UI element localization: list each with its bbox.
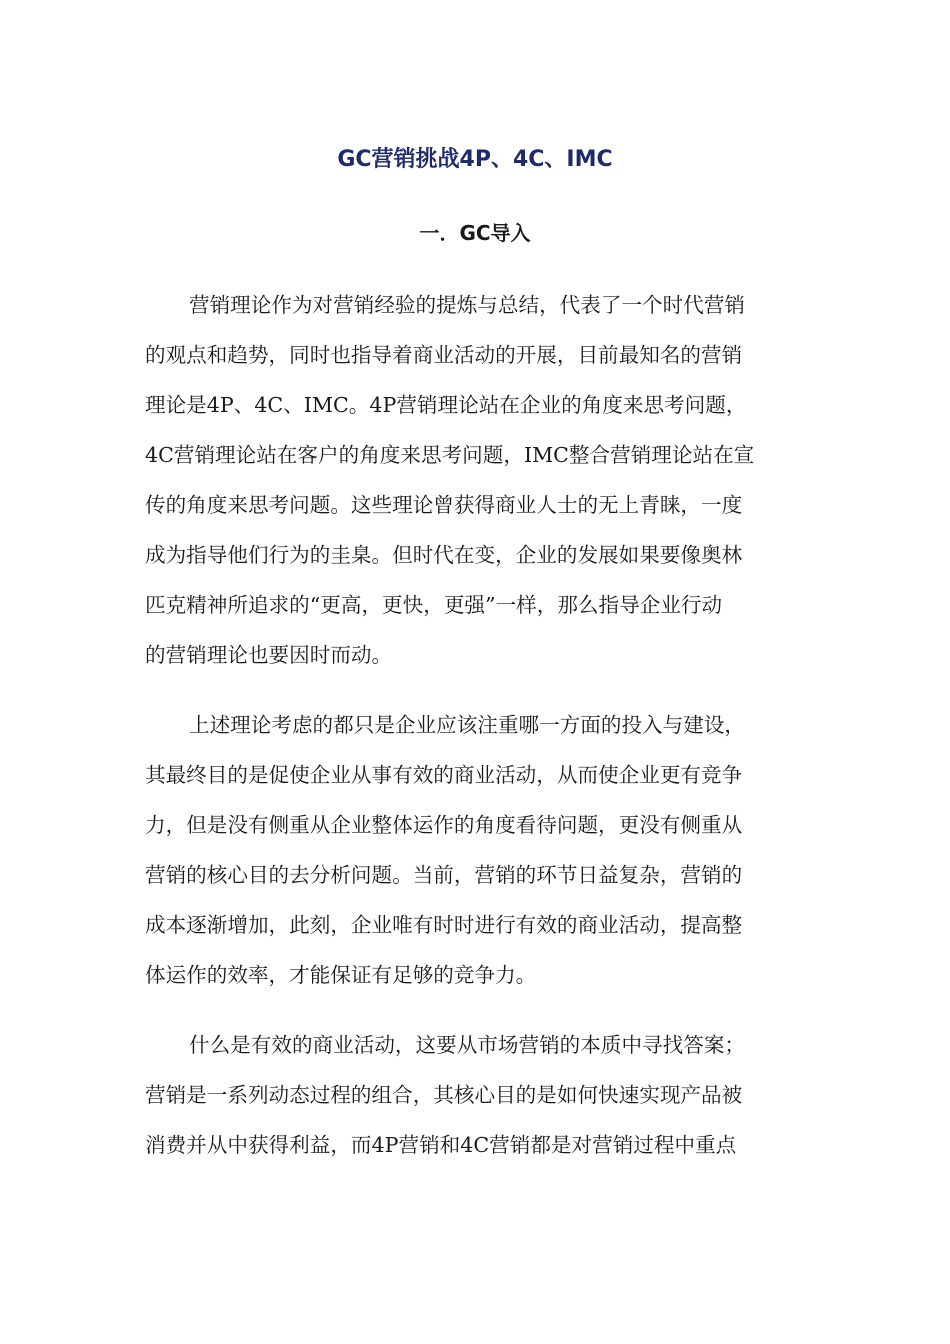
paragraph-line: 理论是4P、4C、IMC。4P营销理论站在企业的角度来思考问题， xyxy=(145,393,747,417)
document-title: GC营销挑战4P、4C、IMC xyxy=(337,147,613,172)
paragraph-line: 的观点和趋势，同时也指导着商业活动的开展，目前最知名的营销 xyxy=(145,343,743,367)
paragraph-line: 上述理论考虑的都只是企业应该注重哪一方面的投入与建设， xyxy=(189,713,746,737)
paragraph-line: 消费并从中获得利益，而4P营销和4C营销都是对营销过程中重点 xyxy=(145,1133,737,1157)
paragraph-line: 成本逐渐增加，此刻，企业唯有时时进行有效的商业活动，提高整 xyxy=(145,913,743,937)
paragraph-line: 成为指导他们行为的圭臬。但时代在变，企业的发展如果要像奥林 xyxy=(145,543,743,567)
paragraph-line: 体运作的效率，才能保证有足够的竞争力。 xyxy=(145,963,537,987)
paragraph-line: 什么是有效的商业活动，这要从市场营销的本质中寻找答案； xyxy=(189,1033,746,1057)
paragraph-line: 营销是一系列动态过程的组合，其核心目的是如何快速实现产品被 xyxy=(145,1083,743,1107)
paragraph-line: 的营销理论也要因时而动。 xyxy=(145,643,393,667)
paragraph-line: 匹克精神所追求的“更高，更快，更强”一样，那么指导企业行动 xyxy=(145,593,723,617)
paragraph-line: 力，但是没有侧重从企业整体运作的角度看待问题，更没有侧重从 xyxy=(145,813,743,837)
paragraph-line: 营销的核心目的去分析问题。当前，营销的环节日益复杂，营销的 xyxy=(145,863,743,887)
paragraph-2 xyxy=(145,700,805,1000)
paragraph-1 xyxy=(145,280,805,680)
section-heading: 一．GC导入 xyxy=(419,221,531,245)
paragraph-line: 营销理论作为对营销经验的提炼与总结，代表了一个时代营销 xyxy=(189,293,746,317)
paragraph-line: 传的角度来思考问题。这些理论曾获得商业人士的无上青睐，一度 xyxy=(145,493,743,517)
paragraph-line: 4C营销理论站在客户的角度来思考问题，IMC整合营销理论站在宣 xyxy=(145,443,755,467)
paragraph-3 xyxy=(145,1020,805,1170)
paragraph-line: 其最终目的是促使企业从事有效的商业活动，从而使企业更有竞争 xyxy=(145,763,743,787)
